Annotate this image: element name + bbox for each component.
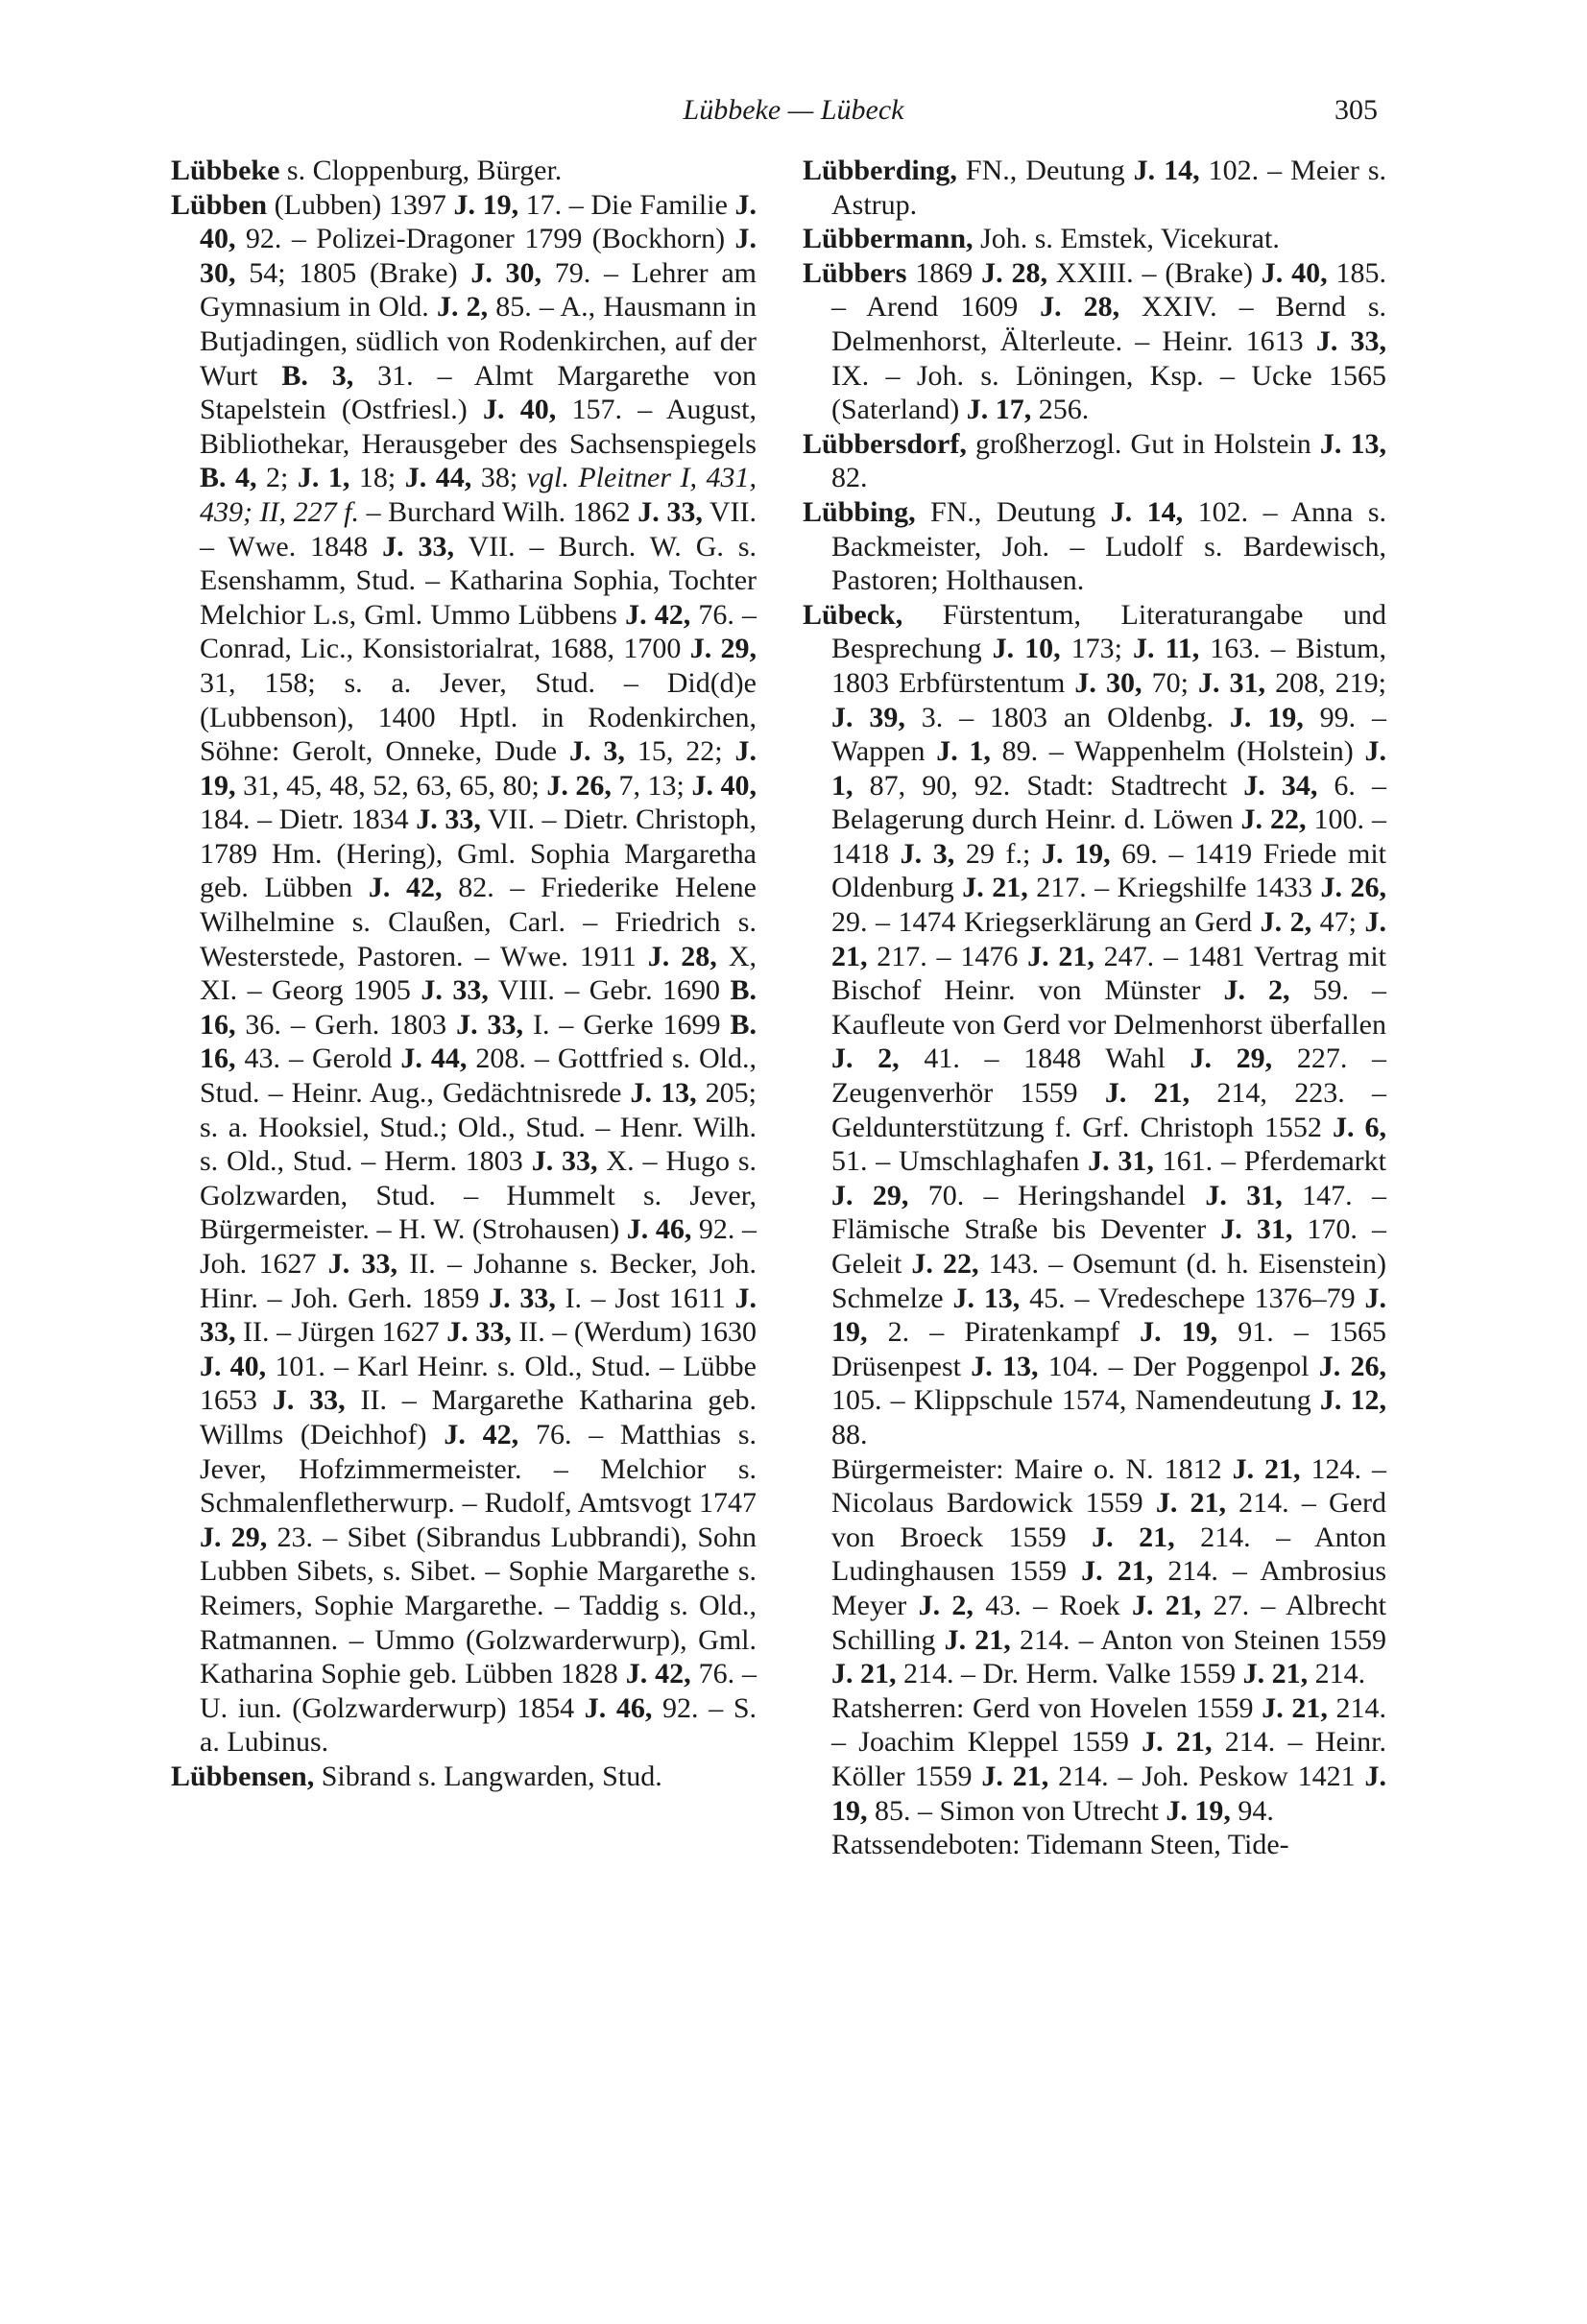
index-entry-luebeck: Lübeck, Fürstentum, Literaturangabe und Besprechung J. 10, 173; J. 11, 163. – Bistum, 1803 Erbfürstentum J. 30, 70; J. 31, 208, 219; J. 39, 3. – 1803 an Oldenbg. J. 19, 99. – Wappen J. 1, 89. – Wappenhelm (Holstein) J. 1, 87, 90, 92. Stadt: Stadtrecht J. 34, 6. – Belagerung durch Heinr. d. Löwen J. 22, 100. – 1418 J. 3, 29 f.; J. 19, 69. – 1419 Friede mit Oldenburg J. 21, 217. – Kriegshilfe 1433 J. 26, 29. – 1474 Kriegserklärung an Gerd J. 2, 47; J. 21, 217. – 1476 J. 21, 247. – 1481 Vertrag mit Bischof Heinr. von Münster J. 2, 59. – Kaufleute von Gerd vor Delmenhorst überfallen J. 2, 41. – 1848 Wahl J. 29, 227. – Zeugenverhör 1559 J. 21, 214, 223. – Geldunterstützung f. Grf. Christoph 1552 J. 6, 51. – Umschlaghafen J. 31, 161. – Pferdemarkt J. 29, 70. – Heringshandel J. 31, 147. – Flämische Straße bis Deventer J. 31, 170. – Geleit J. 22, 143. – Osemunt (d. h. Eisenstein) Schmelze J. 13, 45. – Vredeschepe 1376–79 J. 19, 2. – Piratenkampf J. 19, 91. – 1565 Drüsenpest J. 13, 104. – Der Poggenpol J. 26, 105. – Klippschule 1574, Namendeutung J. 12, 88. xyxy=(803,598,1387,1450)
index-entry-luebbersdorf: Lübbersdorf, großherzogl. Gut in Holstein J. 13, 82. xyxy=(803,427,1386,494)
subsection-ratssendeboten: Ratssendeboten: Tidemann Steen, Tide- xyxy=(831,1829,1289,1861)
right-column xyxy=(803,154,1386,1862)
index-entry-luebbensen: Lübbensen, Sibrand s. Langwarden, Stud. xyxy=(171,1760,662,1792)
index-entry-luebben: Lübben (Lubben) 1397 J. 19, 17. – Die Familie J. 40, 92. – Polizei-Dragoner 1799 (Bockhorn) J. 30, 54; 1805 (Brake) J. 30, 79. – Lehrer am Gymnasium in Old. J. 2, 85. – A., Hausmann in Butjadingen, südlich von Rodenkirchen, auf der Wurt B. 3, 31. – Almt Margarethe von Stapelstein (Ostfriesl.) J. 40, 157. – August, Bibliothekar, Herausgeber des Sachsenspiegels B. 4, 2; J. 1, 18; J. 44, 38; vgl. Pleitner I, 431, 439; II, 227 f. – Burchard Wilh. 1862 J. 33, VII. – Wwe. 1848 J. 33, VII. – Burch. W. G. s. Esenshamm, Stud. – Katharina Sophia, Tochter Melchior L.s, Gml. Ummo Lübbens J. 42, 76. – Conrad, Lic., Konsistorialrat, 1688, 1700 J. 29, 31, 158; s. a. Jever, Stud. – Did(d)e (Lubbenson), 1400 Hptl. in Rodenkirchen, Söhne: Gerolt, Onneke, Dude J. 3, 15, 22; J. 19, 31, 45, 48, 52, 63, 65, 80; J. 26, 7, 13; J. 40, 184. – Dietr. 1834 J. 33, VII. – Dietr. Christoph, 1789 Hm. (Hering), Gml. Sophia Margaretha geb. Lübben J. 42, 82. – Friederike Helene Wilhelmine s. Claußen, Carl. – Friedrich s. Westerstede, Pastoren. – Wwe. 1911 J. 28, X, XI. – Georg 1905 J. 33, VIII. – Gebr. 1690 B. 16, 36. – Gerh. 1803 J. 33, I. – Gerke 1699 B. 16, 43. – Gerold J. 44, 208. – Gottfried s. Old., Stud. – Heinr. Aug., Gedächtnisrede J. 13, 205; s. a. Hooksiel, Stud.; Old., Stud. – Henr. Wilh. s. Old., Stud. – Herm. 1803 J. 33, X. – Hugo s. Golzwarden, Stud. – Hummelt s. Jever, Bürgermeister. – H. W. (Strohausen) J. 46, 92. – Joh. 1627 J. 33, II. – Johanne s. Becker, Joh. Hinr. – Joh. Gerh. 1859 J. 33, I. – Jost 1611 J. 33, II. – Jürgen 1627 J. 33, II. – (Werdum) 1630 J. 40, 101. – Karl Heinr. s. Old., Stud. – Lübbe 1653 J. 33, II. – Margarethe Katharina geb. Willms (Deichhof) J. 42, 76. – Matthias s. Jever, Hofzimmermeister. – Melchior s. Schmalenfletherwurp. – Rudolf, Amtsvogt 1747 J. 29, 23. – Sibet (Sibrandus Lubbrandi), Sohn Lubben Sibets, s. Sibet. – Sophie Margarethe s. Reimers, Sophie Margarethe. – Taddig s. Old., Ratmannen. – Ummo (Golzwarderwurp), Gml. Katharina Sophie geb. Lübben 1828 J. 42, 76. – U. iun. (Golzwarderwurp) 1854 J. 46, 92. – S. a. Lubinus. xyxy=(171,188,757,1759)
left-column xyxy=(171,154,757,1794)
index-entry-luebbing: Lübbing, FN., Deutung J. 14, 102. – Anna s. Backmeister, Joh. – Ludolf s. Bardewisch, Pastoren; Holthausen. xyxy=(803,495,1387,597)
running-title: Lübbeke — Lübeck xyxy=(683,94,904,126)
index-entry-luebberding: Lübberding, FN., Deutung J. 14, 102. – Meier s. Astrup. xyxy=(803,155,1387,221)
page-header xyxy=(0,94,1587,132)
subsection-ratsherren: Ratsherren: Gerd von Hovelen 1559 J. 21, 214. – Joachim Kleppel 1559 J. 21, 214. – Heinr. Köller 1559 J. 21, 214. – Joh. Peskow 1421 J. 19, 85. – Simon von Utrecht J. 19, 94. xyxy=(831,1691,1387,1827)
subsection-buergermeister: Bürgermeister: Maire o. N. 1812 J. 21, 124. – Nicolaus Bardowick 1559 J. 21, 214. – Gerd von Broeck 1559 J. 21, 214. – Anton Ludinghausen 1559 J. 21, 214. – Ambrosius Meyer J. 2, 43. – Roek J. 21, 27. – Albrecht Schilling J. 21, 214. – Anton von Steinen 1559 J. 21, 214. – Dr. Herm. Valke 1559 J. 21, 214. xyxy=(831,1452,1387,1690)
index-entry-luebbermann: Lübbermann, Joh. s. Emstek, Vicekurat. xyxy=(803,223,1280,255)
page-number: 305 xyxy=(1335,94,1378,126)
index-entry-luebbeke: Lübbeke s. Cloppenburg, Bürger. xyxy=(171,155,563,186)
index-entry-luebbers: Lübbers 1869 J. 28, XXIII. – (Brake) J. 40, 185. – Arend 1609 J. 28, XXIV. – Bernd s. Delmenhorst, Älterleute. – Heinr. 1613 J. 33, IX. – Joh. s. Löningen, Ksp. – Ucke 1565 (Saterland) J. 17, 256. xyxy=(803,256,1387,426)
